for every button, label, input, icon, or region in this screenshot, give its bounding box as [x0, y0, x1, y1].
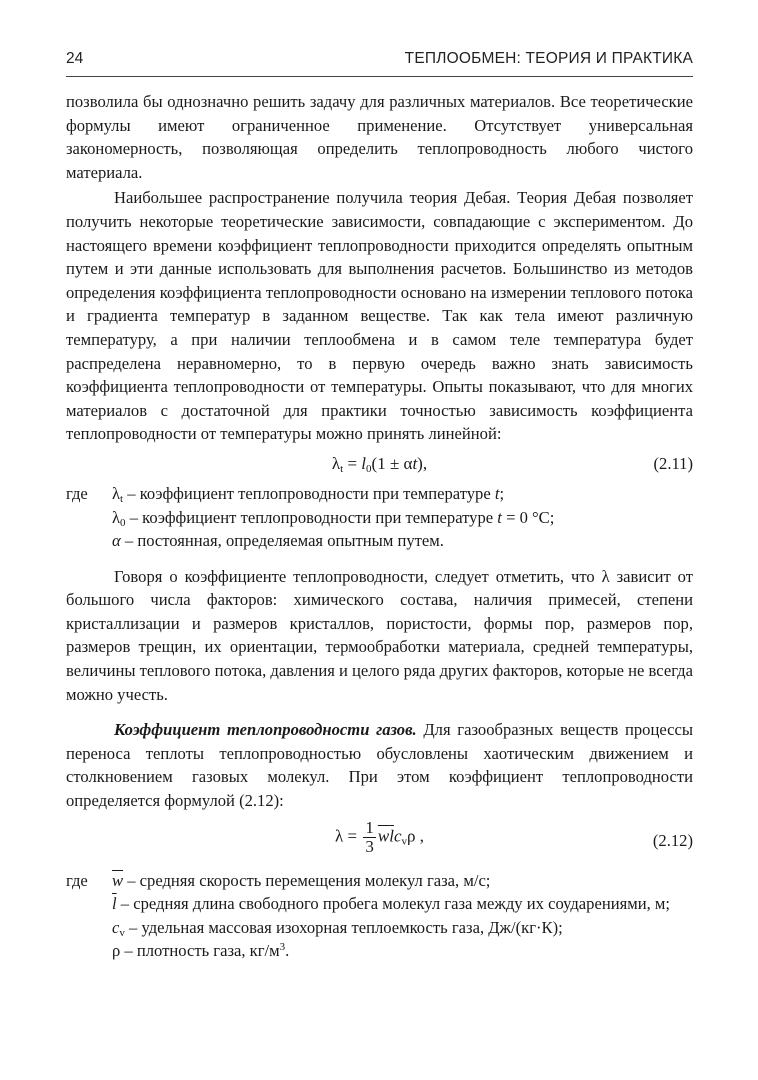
where-label: где — [66, 870, 88, 890]
where-item: $c_v$ – удельная массовая изохорная теплоемкость газа, Дж/(кг·К); — [112, 917, 563, 939]
where-label: где — [66, 483, 88, 503]
formula-2-12-expression: λ = $\frac{1}{3}$ $\overline{w}\overline{l}c_v\rho$ , — [335, 817, 424, 856]
paragraph-3: Говоря о коэффициенте теплопроводности, следует отметить, что λ зависит от большого числа факторов: химического состава, наличия примесей, степени кристаллизации и размеров кристаллов, пористости, формы пор, размеров пор, размеров трещин, их ориентации, термообработки материала, средней температуры, величины теплового потока, давления и целого ряда других факторов, которые не всегда можно учесть. — [66, 566, 693, 704]
where-item: $\overline{l}$ – средняя длина свободного пробега молекул газа между их соударениями, м; — [112, 894, 671, 914]
where-block-1 — [66, 482, 693, 553]
formula-2-12 — [66, 813, 693, 867]
where-item: $\lambda_0$ – коэффициент теплопроводности при температуре t = 0 °С; — [112, 507, 555, 529]
page-body — [66, 90, 693, 963]
where-block-2 — [66, 869, 693, 963]
where-item: α – постоянная, определяемая опытным путем. — [112, 531, 444, 551]
paragraph-4: Коэффициент теплопроводности газов. Для газообразных веществ процессы переноса теплоты теплопроводностью обусловлены хаотическим движением и столкновением газовых молекул. При этом коэффициент теплопроводности определяется формулой (2.12): — [66, 720, 693, 811]
formula-2-12-number: (2.12) — [652, 830, 693, 850]
page-header — [66, 50, 693, 74]
formula-2-11-expression: $\lambda_t = l_0(1 \pm \alpha t)$, — [331, 453, 428, 475]
paragraph-1: позволила бы однозначно решить задачу для различных материалов. Все теоретические формулы имеют ограниченное применение. Отсутствует универсальная закономерность, позволяющая определить теплопроводность любого чистого материала. — [66, 92, 693, 182]
formula-2-11-number: (2.11) — [653, 453, 693, 473]
header-rule — [66, 76, 693, 77]
where-item: ρ – плотность газа, $кг/м^3$. — [112, 941, 290, 961]
page-number: 24 — [66, 50, 84, 67]
where-item: $\overline{w}$ – средняя скорость перемещения молекул газа, м/с; — [112, 870, 491, 890]
section-heading-gases: Коэффициент теплопроводности газов. — [114, 720, 417, 740]
paragraph-2: Наибольшее распространение получила теория Дебая. Теория Дебая позволяет получить некоторые теоретические зависимости, совпадающие с экспериментом. До настоящего времени коэффициент теплопроводности приходится определять опытным путем и эти данные использовать для выполнения расчетов. Большинство из методов определения коэффициента теплопроводности основано на измерении теплового потока и градиента температур в заданном веществе. Так как тела имеют различную температуру, а при наличии теплообмена и в самом теле температура будет распределена неравномерно, то в первую очередь важно знать зависимость коэффициента теплопроводности от температуры. Опыты показывают, что для многих материалов с достаточной для практики точностью зависимость коэффициента теплопроводности от температуры можно принять линейной: — [66, 188, 693, 444]
where-item: $\lambda_t$ – коэффициент теплопроводности при температуре t; — [112, 483, 505, 505]
formula-2-11 — [66, 446, 693, 482]
running-title: ТЕПЛООБМЕН: ТЕОРИЯ И ПРАКТИКА — [404, 50, 693, 67]
